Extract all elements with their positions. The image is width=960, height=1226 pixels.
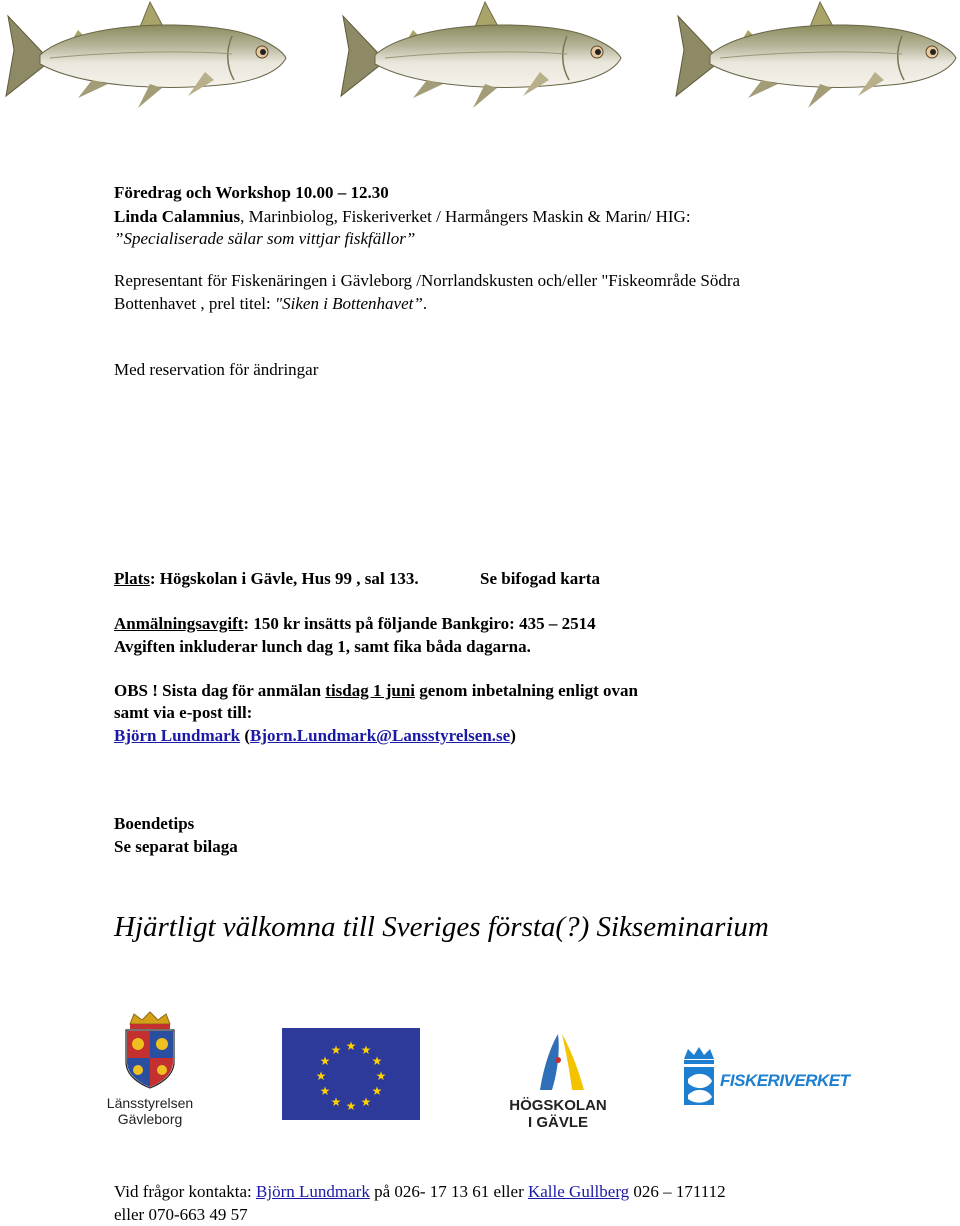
svg-text:★: ★ (375, 1069, 387, 1083)
whitefish-illustration (335, 0, 625, 115)
registration-deadline-line (114, 680, 638, 702)
whitefish-illustration (670, 0, 960, 115)
footer-contact-line (114, 1181, 726, 1203)
paren-open: ( (240, 726, 251, 745)
footer-phone1: på 026- 17 13 61 eller (369, 1182, 528, 1201)
svg-text:★: ★ (345, 1039, 357, 1053)
eu-flag-icon (282, 1028, 420, 1120)
fee-includes: Avgiften inkluderar lunch dag 1, samt fika båda dagarna. (114, 637, 531, 656)
venue-line (114, 568, 419, 590)
footer-phone2: 026 – 171112 (629, 1182, 726, 1201)
venue-text: : Högskolan i Gävle, Hus 99 , sal 133. (149, 569, 419, 588)
svg-text:★: ★ (360, 1095, 372, 1109)
fiskeriverket-logo (678, 1045, 848, 1117)
hogskolan-gavle-logo (500, 1030, 616, 1130)
svg-text:★: ★ (319, 1054, 331, 1068)
fee-line (114, 613, 596, 635)
fiskeriverket-crown-fish-icon (678, 1045, 720, 1117)
lansstyrelsen-logo (100, 1010, 200, 1130)
footer-mobile: eller 070-663 49 57 (114, 1205, 248, 1224)
lansstyrelsen-name: Länsstyrelsen (106, 1095, 194, 1111)
footer-contact2-link[interactable]: Kalle Gullberg (527, 1182, 630, 1201)
lansstyrelsen-county: Gävleborg (117, 1111, 183, 1127)
venue-label: Plats (114, 569, 150, 588)
lodging-note: Se separat bilaga (114, 837, 238, 856)
fee-label: Anmälningsavgift (114, 614, 244, 633)
svg-text:★: ★ (319, 1084, 331, 1098)
contact-email-link[interactable]: Bjorn.Lundmark@Lansstyrelsen.se (250, 726, 511, 745)
contact-name-link[interactable]: Björn Lundmark (114, 726, 241, 745)
paren-close: ) (510, 726, 516, 745)
representative-period: . (422, 294, 428, 313)
footer-contact1-link[interactable]: Björn Lundmark (256, 1182, 370, 1201)
map-note: Se bifogad karta (480, 569, 600, 588)
fee-text: : 150 kr insätts på följande Bankgiro: 435 – 2514 (243, 614, 596, 633)
deadline-date: tisdag 1 juni (325, 681, 416, 700)
speaker-name: Linda Calamnius (114, 207, 241, 226)
svg-text:★: ★ (330, 1095, 342, 1109)
whitefish-illustration (0, 0, 290, 115)
svg-text:★: ★ (371, 1084, 383, 1098)
coat-of-arms-icon (100, 1010, 200, 1090)
svg-text:★: ★ (345, 1099, 357, 1113)
representative-line-2 (114, 293, 427, 315)
representative-prefix: Bottenhavet , prel titel: (114, 294, 275, 313)
footer-prefix: Vid frågor kontakta: (114, 1182, 257, 1201)
speaker-affiliation: , Marinbiolog, Fiskeriverket / Harmångers Maskin & Marin/ HIG: (240, 207, 691, 226)
registration-contact-line (114, 725, 516, 747)
svg-text:★: ★ (371, 1054, 383, 1068)
svg-text:★: ★ (360, 1043, 372, 1057)
hogskolan-name: HÖGSKOLAN (509, 1097, 607, 1114)
obs-suffix: genom inbetalning enligt ovan (415, 681, 638, 700)
hogskolan-city: I GÄVLE (527, 1114, 588, 1131)
representative-line-1: Representant för Fiskenäringen i Gävleborg /Norrlandskusten och/eller "Fiskeområde Södra (114, 271, 741, 290)
fiskeriverket-name: FISKERIVERKET (720, 1071, 850, 1090)
speaker-line (114, 206, 691, 228)
talk-title: ”Specialiserade sälar som vittjar fiskfällor” (114, 229, 416, 248)
hogskolan-emblem-icon (500, 1030, 616, 1092)
obs-prefix: OBS ! Sista dag för anmälan (114, 681, 326, 700)
welcome-closing: Hjärtligt välkomna till Sveriges första(?) Sikseminarium (114, 911, 769, 943)
svg-text:★: ★ (315, 1069, 327, 1083)
registration-email-intro: samt via e-post till: (114, 703, 253, 722)
lodging-title: Boendetips (114, 814, 195, 833)
svg-text:★: ★ (330, 1043, 342, 1057)
representative-title: "Siken i Bottenhavet” (275, 294, 423, 313)
reservation-note: Med reservation för ändringar (114, 360, 319, 379)
workshop-heading: Föredrag och Workshop 10.00 – 12.30 (114, 183, 389, 202)
